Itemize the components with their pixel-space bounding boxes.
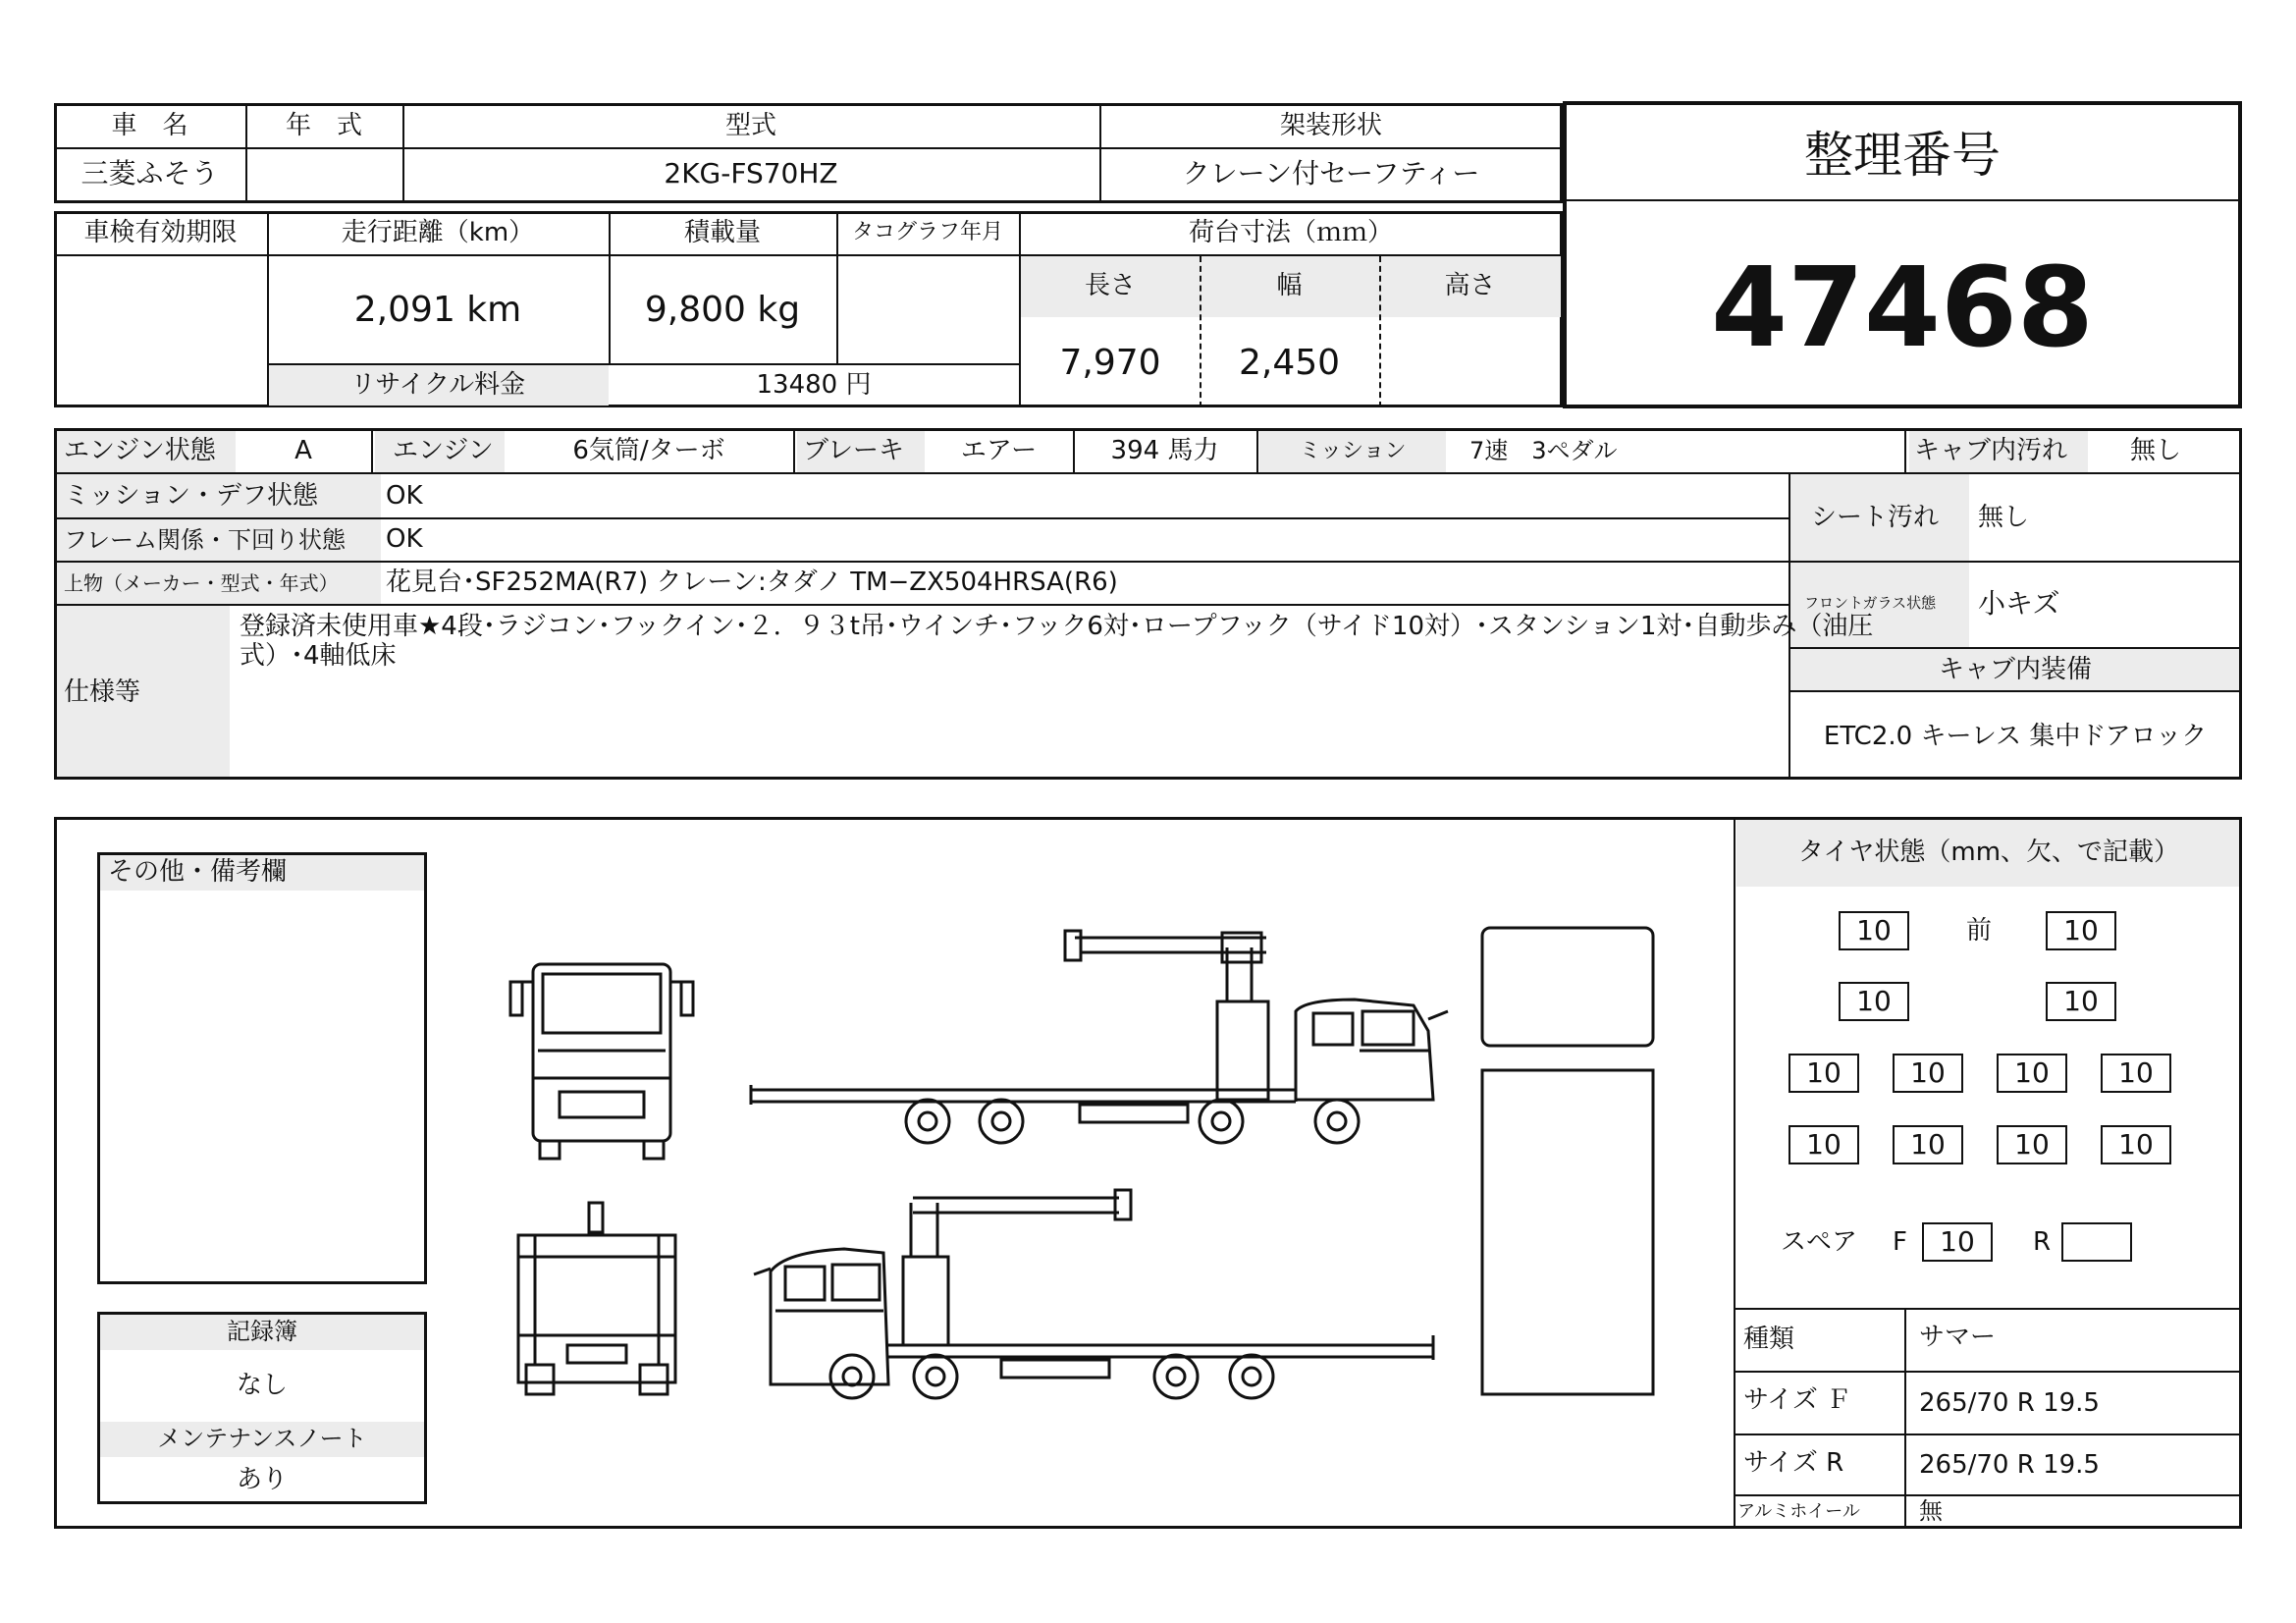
col-divider <box>1904 1308 1906 1529</box>
ref-number-label: 整理番号 <box>1804 127 2001 184</box>
row-divider <box>1734 1308 2242 1310</box>
spare-r-label: R <box>2033 1227 2052 1257</box>
mission-value: 7速 3ペダル <box>1469 437 1618 464</box>
header-divider <box>54 147 1563 149</box>
mileage-value: 2,091 km <box>353 290 522 330</box>
tire-front-label: 前 <box>1966 916 1993 946</box>
height-label: 高さ <box>1444 271 1496 300</box>
spec-label: 仕様等 <box>64 677 141 707</box>
body-type-label: 架装形状 <box>1279 111 1382 140</box>
windshield-label: フロントガラス状態 <box>1804 594 1937 612</box>
tire-rear2-1: 10 <box>1789 1125 1859 1164</box>
alu-wheel-value: 無 <box>1919 1497 1943 1525</box>
tire-size-f-label: サイズ Ｆ <box>1743 1385 1852 1415</box>
model-value: 2KG-FS70HZ <box>664 157 838 189</box>
tire-rear2-2: 10 <box>1893 1125 1963 1164</box>
truck-side-view-left-icon <box>754 1190 1433 1398</box>
col-divider <box>1904 428 1906 472</box>
spare-r-value <box>2061 1222 2132 1262</box>
capacity-value: 9,800 kg <box>644 290 801 330</box>
mission-diff-value: OK <box>386 481 423 511</box>
engine-label: エンジン <box>393 436 494 465</box>
row-divider <box>54 561 2242 563</box>
engine-value: 6気筒/ターボ <box>572 436 725 465</box>
cab-equip-label: キャブ内装備 <box>1938 655 2092 684</box>
spec-line-1: 登録済未使用車★4段･ラジコン･フックイン･２．９３t吊･ウインチ･フック6対･ロープフック（サイド10対）･スタンション1対･自動歩み（油圧 <box>240 612 1874 641</box>
tire-second-left: 10 <box>1839 982 1909 1021</box>
row-divider <box>1734 1371 2242 1373</box>
cab-dirt-label: キャブ内汚れ <box>1914 436 2068 465</box>
length-label: 長さ <box>1084 271 1136 300</box>
col-divider <box>371 428 373 472</box>
alu-wheel-label: アルミホイール <box>1737 1501 1860 1522</box>
truck-front-view-icon <box>510 964 693 1159</box>
car-name-value: 三菱ふそう <box>80 157 219 189</box>
remarks-label: その他・備考欄 <box>108 857 288 887</box>
tire-rear2-4: 10 <box>2101 1125 2171 1164</box>
windshield-value: 小キズ <box>1978 587 2060 620</box>
row-divider <box>54 472 2242 474</box>
row-divider <box>54 517 1789 519</box>
engine-state-label: エンジン状態 <box>64 436 216 465</box>
inspection-label: 車検有効期限 <box>83 218 238 247</box>
spare-label: スペア <box>1781 1227 1858 1257</box>
recycle-label: リサイクル料金 <box>349 370 526 400</box>
row-divider <box>1789 690 2242 692</box>
spare-f-label: F <box>1893 1227 1907 1257</box>
tire-size-f-value: 265/70 R 19.5 <box>1919 1388 2100 1418</box>
plate-box-icon <box>1482 928 1653 1046</box>
row-divider <box>1789 647 2242 649</box>
maintenance-label: メンテナンスノート <box>157 1425 367 1452</box>
mission-diff-label: ミッション・デフ状態 <box>64 481 318 511</box>
tire-size-r-label: サイズ R <box>1743 1448 1844 1478</box>
ref-divider <box>1563 199 2242 201</box>
seat-dirt-label: シート汚れ <box>1811 503 1940 532</box>
body-type-value: クレーン付セーフティー <box>1182 157 1480 189</box>
mission-label: ミッション <box>1299 439 1407 463</box>
tacho-label: タコグラフ年月 <box>851 220 1003 244</box>
row-divider <box>1734 1434 2242 1435</box>
width-value: 2,450 <box>1238 343 1341 383</box>
engine-state-value: A <box>294 436 312 465</box>
spec-line-2: 式）･4軸低床 <box>240 641 397 671</box>
body-label: 上物（メーカー・型式・年式） <box>64 571 339 595</box>
width-label: 幅 <box>1276 271 1303 300</box>
tire-type-value: サマー <box>1919 1323 1997 1352</box>
panel-divider <box>1734 817 1735 1529</box>
body-value: 花見台･SF252MA(R7) クレーン:タダノ TM−ZX504HRSA(R6) <box>386 568 1118 597</box>
tire-rear1-3: 10 <box>1997 1054 2067 1093</box>
dims-label: 荷台寸法（ｍｍ） <box>1188 218 1393 247</box>
row-divider <box>54 604 1789 606</box>
year-label: 年 式 <box>285 111 362 140</box>
cab-dirt-value: 無し <box>2130 436 2182 465</box>
horsepower-value: 394 馬力 <box>1110 436 1219 465</box>
remarks-box <box>97 852 427 1284</box>
tire-type-label: 種類 <box>1743 1325 1795 1354</box>
model-label: 型式 <box>724 111 776 140</box>
tire-second-right: 10 <box>2046 982 2116 1021</box>
truck-side-view-right-icon <box>751 931 1448 1143</box>
col-divider <box>793 428 795 472</box>
mileage-label: 走行距離（km） <box>341 218 535 247</box>
ref-number-value: 47468 <box>1711 244 2094 372</box>
maintenance-value: あり <box>236 1465 288 1494</box>
truck-rear-view-icon <box>518 1203 675 1394</box>
plate-box-icon <box>1482 1070 1653 1394</box>
recycle-value: 13480 円 <box>756 370 872 400</box>
col-divider <box>1256 428 1258 472</box>
record-value: なし <box>236 1371 288 1400</box>
brake-value: エアー <box>960 436 1038 465</box>
length-value: 7,970 <box>1059 343 1161 383</box>
record-label: 記録簿 <box>227 1318 297 1345</box>
frame-label: フレーム関係・下回り状態 <box>64 526 347 554</box>
car-name-label: 車 名 <box>111 111 188 140</box>
tire-rear2-3: 10 <box>1997 1125 2067 1164</box>
tire-title: タイヤ状態（mm、欠、で記載） <box>1797 838 2180 867</box>
tire-rear1-1: 10 <box>1789 1054 1859 1093</box>
seat-dirt-value: 無し <box>1978 503 2030 532</box>
row-divider <box>1734 1494 2242 1496</box>
tire-rear1-4: 10 <box>2101 1054 2171 1093</box>
tire-size-r-value: 265/70 R 19.5 <box>1919 1450 2100 1480</box>
spare-f-value: 10 <box>1922 1222 1993 1262</box>
frame-value: OK <box>386 524 423 554</box>
tire-front-right: 10 <box>2046 911 2116 950</box>
cab-equip-value: ETC2.0 キーレス 集中ドアロック <box>1823 722 2208 751</box>
capacity-label: 積載量 <box>683 218 761 247</box>
tire-rear1-2: 10 <box>1893 1054 1963 1093</box>
tire-front-left: 10 <box>1839 911 1909 950</box>
brake-label: ブレーキ <box>803 436 904 465</box>
truck-drawings <box>491 903 1669 1414</box>
